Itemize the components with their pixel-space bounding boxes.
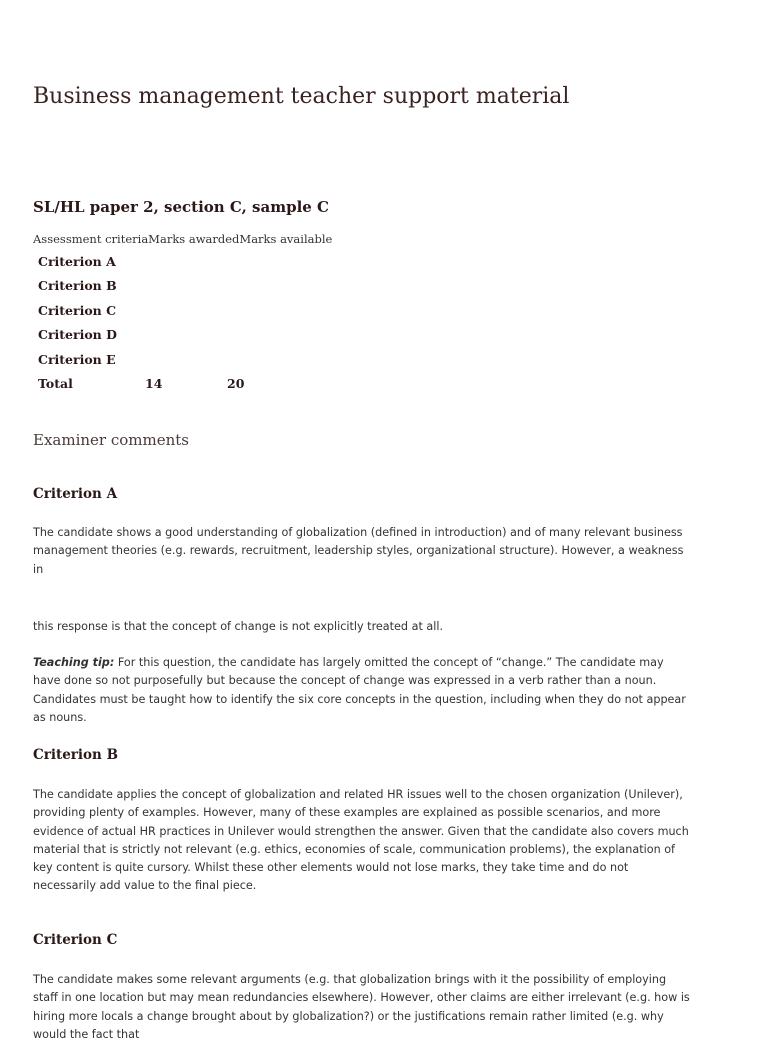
- teaching-tip: [33, 654, 693, 727]
- table-row: [33, 274, 287, 299]
- total-marks-available: 20: [227, 376, 245, 392]
- examiner-comments-heading: Examiner comments: [33, 431, 189, 449]
- table-row: [33, 249, 287, 274]
- table-row: [33, 347, 287, 372]
- document-title: Business management teacher support material: [33, 84, 570, 109]
- criterion-name: Criterion C: [38, 302, 117, 318]
- marks-available: [222, 274, 287, 299]
- marks-available: [222, 323, 287, 348]
- criterion-b-heading: Criterion B: [33, 747, 118, 763]
- criterion-a-paragraph: The candidate shows a good understanding of globalization (defined in introduction) and of many relevant business management theories (e.g. rewards, recruitment, leadership styles, organizational structure). However, a weakness in: [33, 526, 684, 576]
- criterion-c-heading: Criterion C: [33, 932, 118, 948]
- criterion-name: Criterion E: [38, 351, 116, 367]
- criterion-a-paragraph-continued: this response is that the concept of change is not explicitly treated at all.: [33, 620, 444, 633]
- criterion-name: Criterion D: [38, 327, 117, 343]
- table-row-total: [33, 372, 287, 397]
- total-label: Total: [38, 376, 73, 392]
- marks-awarded: [140, 323, 222, 348]
- marks-awarded: [140, 249, 222, 274]
- marks-awarded: [140, 347, 222, 372]
- marks-available: [222, 249, 287, 274]
- marks-awarded: [140, 274, 222, 299]
- table-row: [33, 323, 287, 348]
- marks-awarded: [140, 298, 222, 323]
- teaching-tip-text: For this question, the candidate has largely omitted the concept of “change.” The candidate may have done so not purposefully but because the concept of change was expressed in a verb rather than a noun. Candidates must be taught how to identify the six core concepts in the question, including when they do not appear as nouns.: [33, 656, 686, 724]
- criterion-a-heading: Criterion A: [33, 486, 118, 502]
- total-marks-awarded: 14: [145, 376, 163, 392]
- criterion-name: Criterion B: [38, 278, 117, 294]
- sample-title: SL/HL paper 2, section C, sample C: [33, 198, 329, 216]
- criterion-name: Criterion A: [38, 253, 116, 269]
- table-row: [33, 298, 287, 323]
- criterion-c-paragraph: The candidate makes some relevant arguments (e.g. that globalization brings with it the possibility of employing staff in one location but may mean redundancies elsewhere). However, other claims are either irrelevant (e.g. how is hiring more locals a change brought about by globalization?) or the justifications remain rather limited (e.g. why would the fact that: [33, 973, 690, 1041]
- criterion-b-paragraph: The candidate applies the concept of globalization and related HR issues well to the chosen organization (Unilever), providing plenty of examples. However, many of these examples are explained as possible scenarios, and more evidence of actual HR practices in Unilever would strengthen the answer. Given that the candidate also covers much material that is strictly not relevant (e.g. ethics, economies of scale, communication problems), the explanation of key content is quite cursory. Whilst these other elements would not lose marks, they take time and do not necessarily add value to the final piece.: [33, 788, 689, 893]
- marks-available: [222, 347, 287, 372]
- assessment-table: [33, 249, 287, 396]
- table-header: Assessment criteriaMarks awardedMarks available: [33, 232, 333, 246]
- teaching-tip-label: Teaching tip:: [33, 656, 115, 669]
- marks-available: [222, 298, 287, 323]
